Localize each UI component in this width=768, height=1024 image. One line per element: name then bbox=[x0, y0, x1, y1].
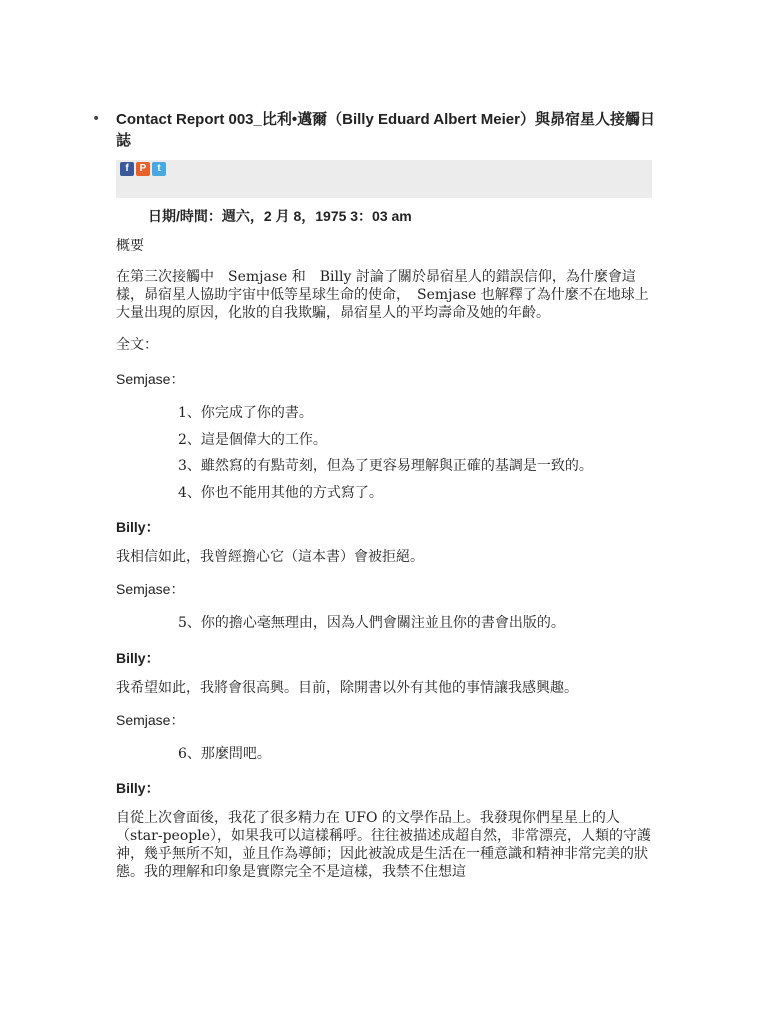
twitter-icon[interactable]: t bbox=[152, 162, 166, 176]
speaker-label: Billy： bbox=[116, 519, 160, 535]
list-item: 6、那麼問吧。 bbox=[178, 745, 271, 762]
numbered-list bbox=[178, 741, 656, 768]
numbered-list bbox=[178, 400, 656, 506]
paragraph: 自從上次會面後，我花了很多精力在 UFO 的文學作品上。我發現你們星星上的人（star-people），如果我可以這樣稱呼。往往被描述成超自然，非常漂亮，人類的守護神，幾乎無所不知，並且作為導師；因此被說成是生活在一種意識和精神非常完美的狀態。我的理解和印象是實際完全不是這樣，我禁不住想這 bbox=[116, 810, 651, 880]
summary-text: 在第三次接觸中 Semjase 和 Billy 討論了關於昴宿星人的錯誤信仰，為什麼會這樣，昴宿星人協助宇宙中低等星球生命的使命， Semjase 也解釋了為什麼不在地球上大量出現的原因，化妝的自我欺騙，昴宿星人的平均壽命及她的年齡。 bbox=[116, 269, 649, 321]
speaker-label: Semjase： bbox=[116, 581, 185, 597]
article-header bbox=[90, 109, 660, 151]
summary-heading: 概要 bbox=[116, 238, 144, 254]
list-item: 4、你也不能用其他的方式寫了。 bbox=[178, 484, 383, 501]
plurk-icon[interactable]: P bbox=[136, 162, 150, 176]
numbered-list bbox=[178, 610, 656, 637]
list-item: 3、雖然寫的有點苛刻，但為了更容易理解與正確的基調是一致的。 bbox=[178, 458, 593, 474]
paragraph: 我相信如此，我曾經擔心它（這本書）會被拒絕。 bbox=[116, 549, 424, 565]
date-time: 日期/時間：週六，2 月 8，1975 3：03 am bbox=[148, 208, 412, 224]
share-icons bbox=[120, 162, 166, 176]
share-bar bbox=[116, 160, 652, 198]
speaker-label: Billy： bbox=[116, 780, 160, 796]
speaker-label: Billy： bbox=[116, 649, 160, 666]
list-item: 1、你完成了你的書。 bbox=[178, 405, 313, 421]
article-title[interactable]: Contact Report 003_比利•邁爾（Billy Eduard Albert Meier）與昴宿星人接觸日誌 bbox=[116, 111, 655, 149]
speaker-label: Semjase： bbox=[116, 371, 185, 387]
paragraph: 我希望如此，我將會很高興。目前，除開書以外有其他的事情讓我感興趣。 bbox=[116, 679, 578, 696]
list-item: 5、你的擔心毫無理由，因為人們會關注並且你的書會出版的。 bbox=[178, 615, 565, 631]
bullet-icon: • bbox=[92, 111, 101, 127]
fulltext-label: 全文： bbox=[116, 337, 158, 353]
list-item: 2、這是個偉大的工作。 bbox=[178, 431, 327, 448]
article-body bbox=[116, 205, 656, 893]
facebook-icon[interactable]: f bbox=[120, 162, 134, 176]
speaker-label: Semjase： bbox=[116, 711, 185, 728]
